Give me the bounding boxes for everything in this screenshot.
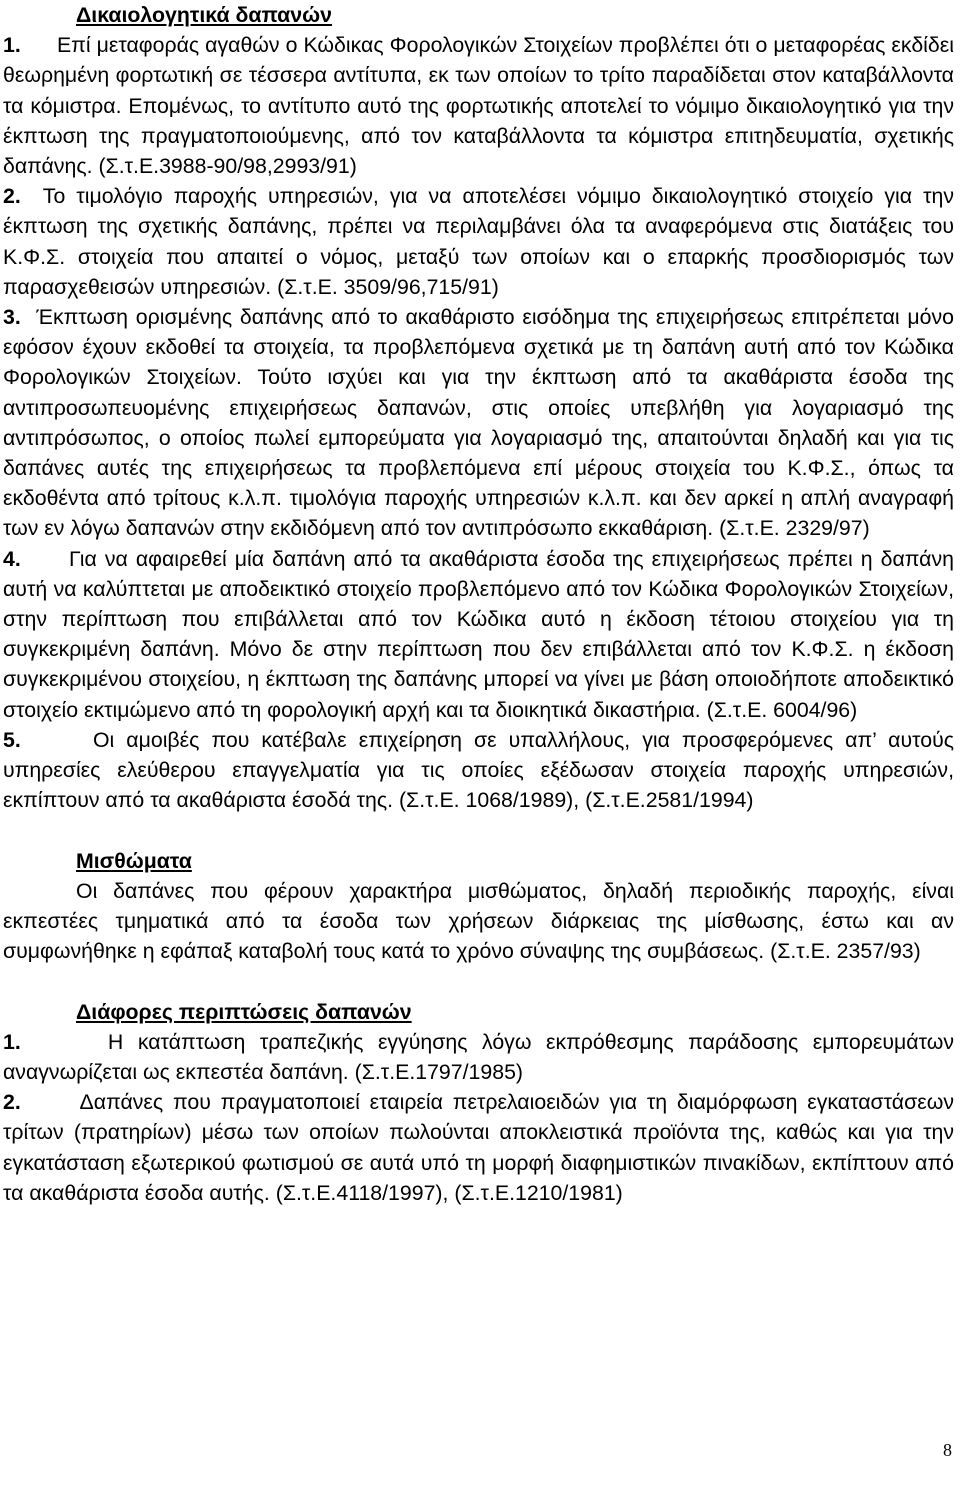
item-number: 2. bbox=[3, 1090, 21, 1115]
paragraph-item-5 bbox=[3, 725, 954, 816]
paragraph-item-2 bbox=[3, 181, 954, 302]
paragraph-various-item-2 bbox=[3, 1087, 954, 1208]
paragraph-leases: Οι δαπάνες που φέρουν χαρακτήρα μισθώματος, δηλαδή περιοδικής παροχής, είναι εκπεστέες τμηματικά από τα έσοδα των χρήσεων διάρκειας της μίσθωσης, έστω και αν συμφωνήθηκε η εφάπαξ καταβολή τους κατά το χρόνο σύναψης της συμβάσεως. (Σ.τ.Ε. 2357/93) bbox=[3, 878, 954, 964]
item-text: Έκπτωση ορισμένης δαπάνης από το ακαθάριστο εισόδημα της επιχειρήσεως επιτρέπεται μόνο εφόσον έχουν εκδοθεί τα στοιχεία, τα προβλεπόμενα σχετικά με τη δαπάνη αυτή από τον Κώδικα Φορολογικών Στοιχείων. Τούτο ισχύει και για την έκπτωση από τα ακαθάριστα έσοδα της αντιπροσωπευομένης επιχειρήσεως δαπανών, στις οποίες υπεβλήθη για λογαριασμό της αντιπρόσωπος, ο οποίος πωλεί εμπορεύματα για λογαριασμό της, απαιτούνται δηλαδή και για τις δαπάνες αυτές της επιχειρήσεως τα προβλεπόμενα επί μέρους στοιχεία του Κ.Φ.Σ., όπως τα εκδοθέντα από τρίτους κ.λ.π. τιμολόγια παροχής υπηρεσιών κ.λ.π. και δεν αρκεί η απλή αναγραφή των εν λόγω δαπανών στην εκδιδόμενη από τον αντιπρόσωπο εκκαθάριση. (Σ.τ.Ε. 2329/97) bbox=[3, 305, 954, 541]
item-text: Το τιμολόγιο παροχής υπηρεσιών, για να αποτελέσει νόμιμο δικαιολογητικό στοιχείο για την έκπτωση της σχετικής δαπάνης, πρέπει να περιλαμβάνει όλα τα αναφερόμενα στις διατάξεις του Κ.Φ.Σ. στοιχεία που απαιτεί ο νόμος, μεταξύ των οποίων και ο επαρκής προσδιορισμός των παρασχεθεισών υπηρεσιών. (Σ.τ.Ε. 3509/96,715/91) bbox=[3, 184, 954, 299]
item-text: Η κατάπτωση τραπεζικής εγγύησης λόγω εκπρόθεσμης παράδοσης εμπορευμάτων αναγνωρίζεται ως εκπεστέα δαπάνη. (Σ.τ.Ε.1797/1985) bbox=[3, 1029, 954, 1085]
section-heading-expense-documents: Δικαιολογητικά δαπανών bbox=[76, 3, 332, 27]
section-heading-leases: Μισθώματα bbox=[76, 848, 192, 873]
paragraph-item-1 bbox=[3, 30, 954, 181]
item-number: 4. bbox=[3, 546, 21, 571]
section-heading-various-expenses: Διάφορες περιπτώσεις δαπανών bbox=[76, 999, 412, 1024]
item-text: Δαπάνες που πραγματοποιεί εταιρεία πετρελαιοειδών για τη διαμόρφωση εγκαταστάσεων τρίτων (πρατηρίων) μέσω των οποίων πωλούνται αποκλειστικά προϊόντα της, καθώς και για την εγκατάσταση εξωτερικού φωτισμού σε αυτά υπό τη μορφή διαφημιστικών πινακίδων, εκπίπτουν από τα ακαθάριστα έσοδα αυτής. (Σ.τ.Ε.4118/1997), (Σ.τ.Ε.1210/1981) bbox=[3, 1090, 954, 1205]
page-number: 8 bbox=[943, 1440, 952, 1460]
item-number: 3. bbox=[3, 305, 21, 330]
item-number: 5. bbox=[3, 727, 21, 752]
paragraph-item-3 bbox=[3, 302, 954, 544]
item-text: Για να αφαιρεθεί μία δαπάνη από τα ακαθάριστα έσοδα της επιχειρήσεως πρέπει η δαπάνη αυτή να καλύπτεται με αποδεικτικό στοιχείο προβλεπόμενο από τον Κώδικα Φορολογικών Στοιχείων, στην περίπτωση που επιβάλλεται από τον Κώδικα αυτό η έκδοση τέτοιου στοιχείου για τη συγκεκριμένη δαπάνη. Μόνο δε στην περίπτωση που δεν επιβάλλεται από τον Κ.Φ.Σ. η έκδοση συγκεκριμένου στοιχείου, η έκπτωση της δαπάνης μπορεί να γίνει με βάση οποιοδήποτε αποδεικτικό στοιχείο εκτιμώμενο από τη φορολογική αρχή και τα διοικητικά δικαστήρια. (Σ.τ.Ε. 6004/96) bbox=[3, 546, 954, 722]
paragraph-various-item-1 bbox=[3, 1027, 954, 1087]
item-number: 1. bbox=[3, 33, 21, 58]
section-spacer bbox=[3, 815, 954, 845]
item-text: Οι αμοιβές που κατέβαλε επιχείρηση σε υπαλλήλους, για προσφερόμενες απ’ αυτούς υπηρεσίες ελεύθερου επαγγελματία για τις οποίες εξέδωσαν στοιχεία παροχής υπηρεσιών, εκπίπτουν από τα ακαθάριστα έσοδά της. (Σ.τ.Ε. 1068/1989), (Σ.τ.Ε.2581/1994) bbox=[3, 727, 954, 813]
item-text: Επί μεταφοράς αγαθών ο Κώδικας Φορολογικών Στοιχείων προβλέπει ότι ο μεταφορέας εκδίδει θεωρημένη φορτωτική σε τέσσερα αντίτυπα, εκ των οποίων το τρίτο παραδίδεται στον καταβάλλοντα τα κόμιστρα. Επομένως, το αντίτυπο αυτό της φορτωτικής αποτελεί το νόμιμο δικαιολογητικό για την έκπτωση της πραγματοποιούμενης, από τον καταβάλλοντα τα κόμιστρα επιτηδευματία, σχετικής δαπάνης. (Σ.τ.Ε.3988-90/98,2993/91) bbox=[3, 33, 954, 179]
section-spacer bbox=[3, 966, 954, 996]
item-number: 1. bbox=[3, 1029, 21, 1054]
paragraph-item-4 bbox=[3, 544, 954, 725]
item-number: 2. bbox=[3, 184, 21, 209]
document-body bbox=[3, 0, 954, 1208]
